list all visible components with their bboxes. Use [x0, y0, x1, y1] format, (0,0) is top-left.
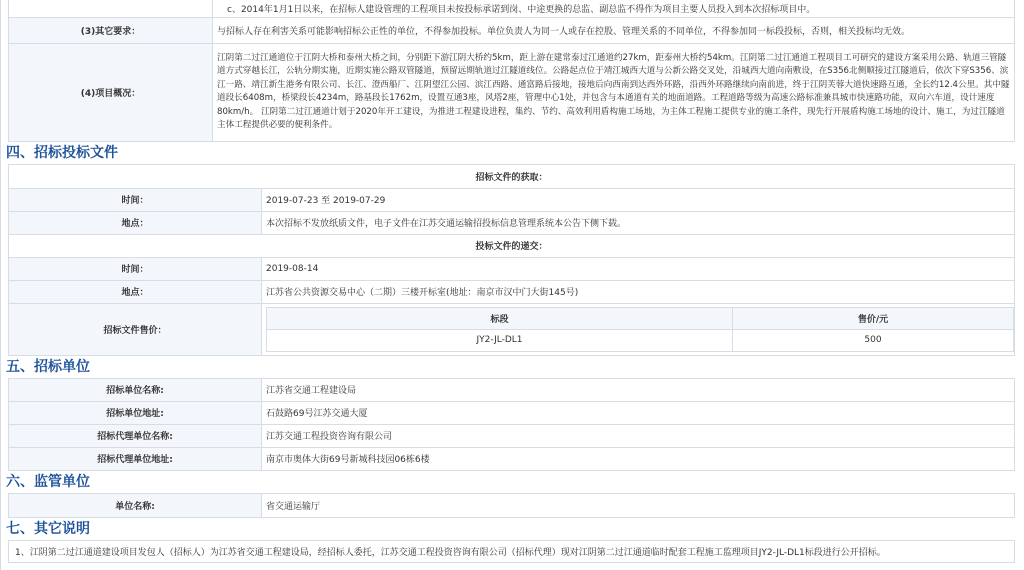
- other-requirements-value: 与招标人存在利害关系可能影响招标公正性的单位，不得参加投标。单位负责人为同一人或存在控股、管理关系的不同单位，不得参加同一标段投标，否则，相关投标均无效。: [213, 17, 1015, 43]
- section-title-tenderer: 五、招标单位: [6, 358, 90, 375]
- price-label: 招标文件售价：: [9, 303, 262, 355]
- table-row: [267, 329, 1014, 351]
- supervisor-name-value: 省交通运输厅: [262, 493, 1015, 517]
- price-table: [266, 307, 1014, 352]
- supervisor-table: [8, 493, 1015, 518]
- bid-documents-table: [8, 164, 1015, 356]
- submit-time-value: 2019-08-14: [262, 257, 1015, 280]
- price-col-section: 标段: [267, 307, 733, 329]
- requirements-table: [8, 0, 1015, 142]
- acquire-place-value: 本次招标不发放纸质文件，电子文件在江苏交通运输招投标信息管理系统本公告下侧下载。: [262, 211, 1015, 234]
- submit-time-label: 时间：: [9, 257, 262, 280]
- submit-heading: 投标文件的递交：: [9, 234, 1015, 257]
- project-overview-value: 江阴第二过江通道位于江阴大桥和泰州大桥之间，分别距下游江阴大桥约5km，距上游在建常泰过江通道约27km，距泰州大桥约54km。江阴第二过江通道工程项目工可研究的建设方案采用公路、轨道三管隧道方式穿越长江，公轨分期实施，近期实施公路双管隧道，预留远期轨道过江隧道线位。公路起点位于靖江城西大道与公新公路交叉处，沿城西大道向南敷设，在S356北侧顺接过江隧道后，依次下穿S356、滨江一路、靖江新生港务有限公司、长江、澄西船厂、江阴望江公园、滨江西路、通富路后接地，接地后向西南到达西外环路，沿西外环路继续向南前进，终于江阴芙蓉大道快速路互通，全长约12.4公里。其中隧道段长6408m，桥梁段长4234m，路基段长1762m，设置互通3座，风塔2座，管理中心1处，并包含与本通道有关的地面道路。工程道路等级为高速公路标准兼具城市快速路功能，双向六车道，设计速度80km/h。 江阴第二过江通道计划于2020年开工建设，为推进工程建设进程，集约、节约、高效利用盾构施工场地，为主体工程施工提供专业的施工条件，现先行开展盾构施工场地的设计、施工，为过江隧道主体工程提供必要的便利条件。: [213, 43, 1015, 141]
- tenderer-address-value: 石鼓路69号江苏交通大厦: [262, 401, 1015, 424]
- submit-place-label: 地点：: [9, 280, 262, 303]
- tenderer-address-label: 招标单位地址:: [9, 401, 262, 424]
- other-notes-table: [8, 540, 1015, 563]
- other-requirements-label: (3)其它要求：: [9, 17, 213, 43]
- acquire-place-label: 地点：: [9, 211, 262, 234]
- price-col-price: 售价/元: [733, 307, 1014, 329]
- acquire-time-label: 时间：: [9, 188, 262, 211]
- section-title-supervisor: 六、监管单位: [6, 473, 90, 490]
- tenderer-name-value: 江苏省交通工程建设局: [262, 378, 1015, 401]
- tenderer-name-label: 招标单位名称:: [9, 378, 262, 401]
- price-row-price: 500: [733, 329, 1014, 351]
- acquire-time-value: 2019-07-23 至 2019-07-29: [262, 188, 1015, 211]
- page-border: [0, 0, 1, 570]
- project-overview-label: (4)项目概况：: [9, 43, 213, 141]
- agent-name-value: 江苏交通工程投资咨询有限公司: [262, 424, 1015, 447]
- tenderer-table: [8, 378, 1015, 471]
- other-notes-text: 1、江阴第二过江通道建设项目发包人（招标人）为江苏省交通工程建设局，经招标人委托，江苏交通工程投资咨询有限公司（招标代理）现对江阴第二过江通道临时配套工程施工监理项目JY2-JL-DL1标段进行公开招标。: [9, 540, 1015, 562]
- section-title-other-notes: 七、其它说明: [6, 520, 90, 537]
- submit-place-value: 江苏省公共资源交易中心（二期）三楼开标室(地址：南京市汉中门大街145号): [262, 280, 1015, 303]
- supervisor-name-label: 单位名称:: [9, 493, 262, 517]
- section-title-bid-documents: 四、招标投标文件: [6, 144, 118, 161]
- agent-address-label: 招标代理单位地址:: [9, 447, 262, 470]
- agent-name-label: 招标代理单位名称:: [9, 424, 262, 447]
- acquire-heading: 招标文件的获取：: [9, 164, 1015, 188]
- agent-address-value: 南京市奥体大街69号新城科技园06栋6楼: [262, 447, 1015, 470]
- price-row-section: JY2-JL-DL1: [267, 329, 733, 351]
- requirement-c-text: c、2014年1月1日以来，在招标人建设管理的工程项目未按投标承诺到岗、中途更换的总监、副总监不得作为项目主要人员投入到本次招标项目中。: [213, 0, 1015, 17]
